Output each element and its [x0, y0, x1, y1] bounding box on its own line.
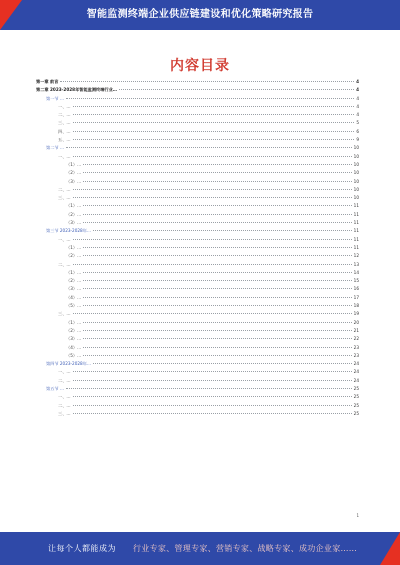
toc-entry-title: 一、…: [58, 103, 71, 109]
toc-entry-page: 13: [353, 261, 359, 267]
toc-entry-page: 10: [353, 178, 359, 184]
toc-leader-dots: [119, 89, 354, 90]
toc-entry-page: 4: [356, 87, 359, 93]
toc-entry-title: 第五节 …: [46, 385, 65, 391]
footer-banner: [0, 532, 400, 565]
toc-leader-dots: [73, 131, 355, 132]
toc-entry-page: 4: [356, 95, 359, 101]
toc-entry[interactable]: [36, 161, 359, 169]
toc-entry[interactable]: [36, 211, 359, 219]
toc-leader-dots: [73, 413, 352, 414]
toc-leader-dots: [73, 396, 352, 397]
toc-entry-title: 三、…: [58, 410, 71, 416]
toc-leader-dots: [73, 405, 352, 406]
toc-entry-page: 11: [353, 236, 359, 242]
toc-entry-title: 第三节 2023-2028年…: [46, 228, 92, 234]
toc-entry[interactable]: [36, 219, 359, 227]
toc-entry-title: （4）…: [66, 294, 82, 300]
toc-entry[interactable]: [36, 368, 359, 376]
toc-entry-title: 二、…: [58, 402, 71, 408]
toc-entry-page: 11: [353, 220, 359, 226]
toc-entry-page: 25: [353, 410, 359, 416]
toc-entry-title: 二、…: [58, 186, 71, 192]
toc-entry-page: 10: [353, 170, 359, 176]
toc-entry[interactable]: [36, 335, 359, 343]
toc-leader-dots: [66, 388, 352, 389]
toc-entry-page: 20: [353, 319, 359, 325]
toc-leader-dots: [83, 355, 351, 356]
toc-entry[interactable]: [36, 153, 359, 161]
toc-leader-dots: [83, 338, 351, 339]
toc-entry[interactable]: [36, 252, 359, 260]
toc-entry[interactable]: [36, 86, 359, 94]
toc-entry-title: （2）…: [66, 278, 82, 284]
toc-entry-page: 14: [353, 269, 359, 275]
toc-entry-title: 二、…: [58, 261, 71, 267]
toc-entry-page: 5: [356, 120, 359, 126]
toc-entry-page: 24: [353, 361, 359, 367]
toc-entry-page: 11: [353, 228, 359, 234]
toc-leader-dots: [73, 106, 355, 107]
toc-entry[interactable]: [36, 178, 359, 186]
toc-entry-page: 10: [353, 186, 359, 192]
toc-entry-title: （3）…: [66, 178, 82, 184]
toc-entry-page: 10: [353, 153, 359, 159]
toc-entry[interactable]: [36, 269, 359, 277]
toc-entry-title: （2）…: [66, 253, 82, 259]
toc-entry-title: 三、…: [58, 311, 71, 317]
toc-entry-page: 11: [353, 203, 359, 209]
toc-entry-title: 三、…: [58, 120, 71, 126]
toc-entry-page: 19: [353, 311, 359, 317]
toc-leader-dots: [73, 139, 355, 140]
toc-entry[interactable]: [36, 294, 359, 302]
toc-leader-dots: [83, 272, 351, 273]
toc-leader-dots: [83, 247, 351, 248]
toc-entry-title: 第二节 …: [46, 145, 65, 151]
toc-entry-page: 22: [353, 336, 359, 342]
toc-leader-dots: [83, 181, 351, 182]
toc-leader-dots: [83, 322, 351, 323]
toc-entry-page: 25: [353, 385, 359, 391]
toc-entry[interactable]: [36, 169, 359, 177]
toc-entry[interactable]: [36, 327, 359, 335]
toc-leader-dots: [93, 230, 352, 231]
toc-entry[interactable]: [36, 285, 359, 293]
toc-entry-page: 6: [356, 128, 359, 134]
toc-leader-dots: [73, 380, 352, 381]
toc-entry-title: 一、…: [58, 236, 71, 242]
toc-leader-dots: [83, 164, 351, 165]
toc-entry-title: 一、…: [58, 153, 71, 159]
toc-entry[interactable]: [36, 202, 359, 210]
toc-entry-page: 10: [353, 161, 359, 167]
toc-entry-title: 三、…: [58, 195, 71, 201]
toc-entry[interactable]: [36, 78, 359, 86]
toc-entry-title: 一、…: [58, 394, 71, 400]
toc-entry[interactable]: [36, 310, 359, 318]
toc-leader-dots: [73, 371, 352, 372]
toc-entry-page: 23: [353, 352, 359, 358]
footer-slogan-right: 行业专家、管理专家、营销专家、战略专家、成功企业家……: [133, 544, 358, 553]
toc-entry[interactable]: [36, 186, 359, 194]
toc-entry[interactable]: [36, 119, 359, 127]
toc-entry[interactable]: [36, 410, 359, 418]
toc-entry[interactable]: [36, 227, 359, 235]
toc-entry-page: 11: [353, 211, 359, 217]
report-title: 智能监测终端企业供应链建设和优化策略研究报告: [86, 9, 314, 20]
toc-leader-dots: [60, 81, 354, 82]
toc-entry-title: 五、…: [58, 137, 71, 143]
toc-leader-dots: [93, 363, 352, 364]
toc-entry-page: 18: [353, 303, 359, 309]
page-number: 1: [356, 513, 359, 518]
page-title: 内容目录: [170, 58, 230, 74]
toc-entry[interactable]: [36, 136, 359, 144]
toc-entry-page: 4: [356, 79, 359, 84]
toc-entry-title: 第二章 2023-2028年智能监测终端行业…: [36, 87, 117, 93]
toc-leader-dots: [83, 222, 351, 223]
footer-accent-stripe: [380, 532, 400, 565]
toc-entry-page: 15: [353, 278, 359, 284]
toc-entry-title: 第一节 …: [46, 95, 65, 101]
toc-entry-title: （3）…: [66, 336, 82, 342]
toc-entry-page: 4: [356, 103, 359, 109]
footer-slogan-left: 让每个人都能成为: [48, 544, 116, 553]
toc-entry-title: 第四节 2023-2028年…: [46, 361, 92, 367]
toc-entry-title: 一、…: [58, 369, 71, 375]
toc-entry-title: 二、…: [58, 112, 71, 118]
toc-leader-dots: [73, 313, 352, 314]
toc-entry-page: 9: [356, 137, 359, 143]
toc-leader-dots: [83, 280, 351, 281]
toc-entry[interactable]: [36, 344, 359, 352]
toc-entry[interactable]: [36, 103, 359, 111]
toc-leader-dots: [73, 189, 352, 190]
toc-entry-page: 21: [353, 327, 359, 333]
table-of-contents: [36, 78, 359, 418]
toc-leader-dots: [66, 147, 352, 148]
toc-leader-dots: [83, 214, 351, 215]
toc-entry[interactable]: [36, 302, 359, 310]
toc-leader-dots: [83, 205, 351, 206]
toc-entry-page: 10: [353, 195, 359, 201]
toc-entry[interactable]: [36, 111, 359, 119]
toc-entry[interactable]: [36, 144, 359, 152]
toc-entry-page: 25: [353, 402, 359, 408]
toc-entry-title: 四、…: [58, 128, 71, 134]
toc-entry-title: （1）…: [66, 319, 82, 325]
toc-entry[interactable]: [36, 244, 359, 252]
toc-entry-title: 二、…: [58, 377, 71, 383]
toc-entry-title: （1）…: [66, 203, 82, 209]
toc-entry[interactable]: [36, 393, 359, 401]
toc-entry-title: （2）…: [66, 170, 82, 176]
toc-entry-title: （1）…: [66, 161, 82, 167]
toc-leader-dots: [83, 330, 351, 331]
toc-entry[interactable]: [36, 360, 359, 368]
toc-entry[interactable]: [36, 385, 359, 393]
toc-entry-page: 11: [353, 244, 359, 250]
toc-entry-title: 第一章 前言: [36, 79, 59, 84]
toc-entry-title: （2）…: [66, 211, 82, 217]
toc-entry-title: （4）…: [66, 344, 82, 350]
toc-leader-dots: [83, 297, 351, 298]
toc-entry-page: 12: [353, 253, 359, 259]
toc-entry[interactable]: [36, 319, 359, 327]
toc-entry-title: （3）…: [66, 220, 82, 226]
toc-entry[interactable]: [36, 377, 359, 385]
toc-entry-page: 10: [353, 145, 359, 151]
toc-entry[interactable]: [36, 261, 359, 269]
toc-leader-dots: [83, 347, 351, 348]
toc-leader-dots: [73, 156, 352, 157]
toc-entry[interactable]: [36, 128, 359, 136]
toc-entry[interactable]: [36, 194, 359, 202]
toc-entry[interactable]: [36, 277, 359, 285]
toc-entry-page: 16: [353, 286, 359, 292]
toc-entry[interactable]: [36, 352, 359, 360]
toc-entry-title: （2）…: [66, 327, 82, 333]
toc-leader-dots: [83, 288, 351, 289]
toc-leader-dots: [73, 239, 352, 240]
toc-entry-page: 4: [356, 112, 359, 118]
toc-leader-dots: [73, 122, 355, 123]
toc-entry-title: （5）…: [66, 303, 82, 309]
toc-leader-dots: [73, 264, 352, 265]
toc-leader-dots: [83, 255, 351, 256]
header-banner: [0, 0, 400, 30]
toc-leader-dots: [73, 197, 352, 198]
toc-entry-page: 17: [353, 294, 359, 300]
toc-entry-title: （5）…: [66, 352, 82, 358]
toc-entry-title: （3）…: [66, 286, 82, 292]
toc-leader-dots: [83, 172, 351, 173]
toc-entry[interactable]: [36, 236, 359, 244]
toc-entry[interactable]: [36, 402, 359, 410]
toc-entry-page: 25: [353, 394, 359, 400]
toc-entry-page: 24: [353, 377, 359, 383]
toc-entry-title: （1）…: [66, 244, 82, 250]
toc-leader-dots: [83, 305, 351, 306]
toc-entry-page: 24: [353, 369, 359, 375]
toc-leader-dots: [73, 114, 355, 115]
toc-leader-dots: [66, 98, 354, 99]
toc-entry-title: （1）…: [66, 269, 82, 275]
toc-entry[interactable]: [36, 95, 359, 103]
toc-entry-page: 23: [353, 344, 359, 350]
